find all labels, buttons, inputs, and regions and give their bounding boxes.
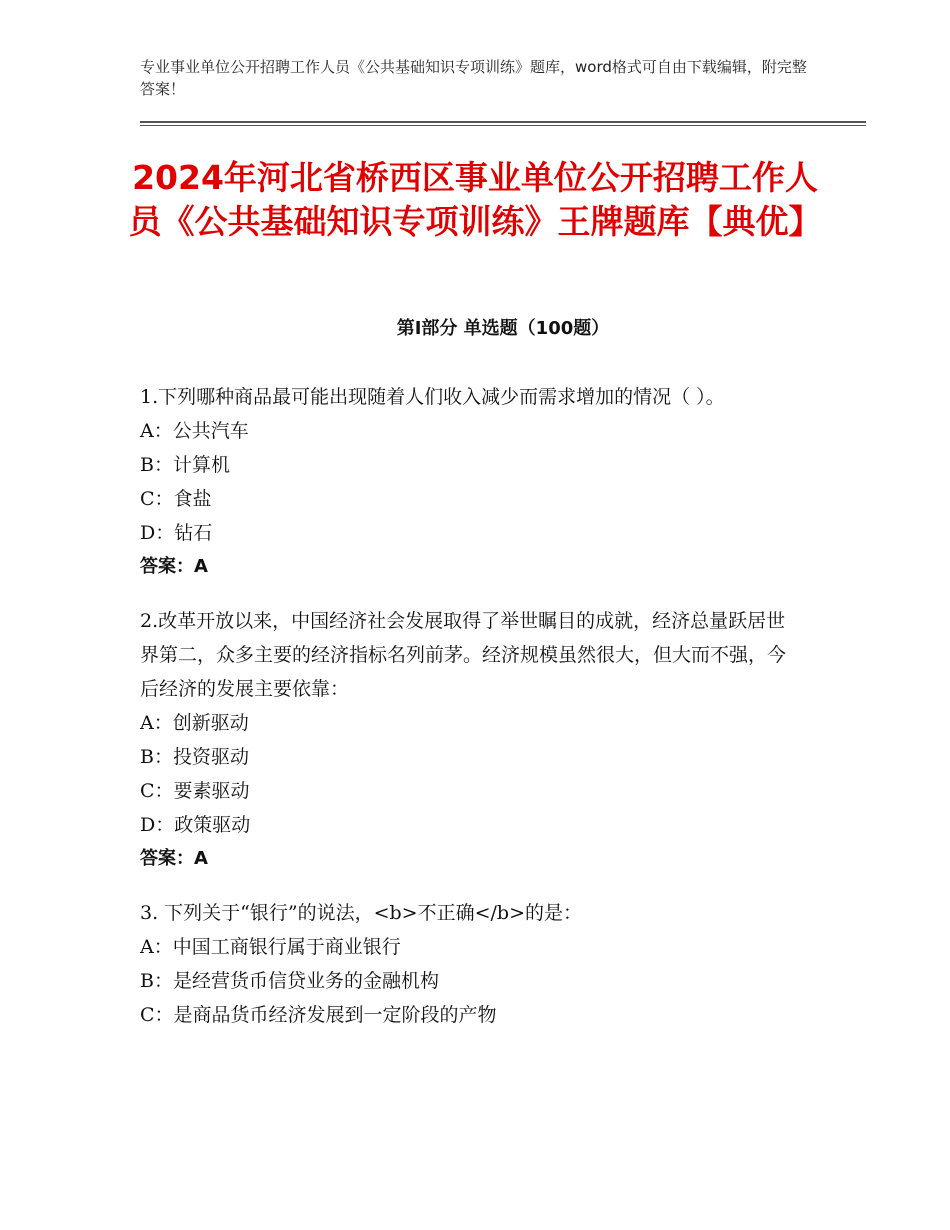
document-title: 2024年河北省桥西区事业单位公开招聘工作人员《公共基础知识专项训练》王牌题库【典优】 — [128, 158, 822, 241]
question-option-d: D：政策驱动 — [140, 814, 251, 836]
question-option-a: A：公共汽车 — [140, 420, 249, 442]
question-answer: 答案：A — [140, 848, 208, 869]
header-divider-thin — [140, 125, 866, 126]
header-note: 专业事业单位公开招聘工作人员《公共基础知识专项训练》题库，word格式可自由下载编辑，附完整答案！ — [140, 58, 807, 98]
question-option-b: B：是经营货币信贷业务的金融机构 — [140, 970, 439, 992]
question-option-a: A：中国工商银行属于商业银行 — [140, 936, 401, 958]
question-option-b: B：投资驱动 — [140, 746, 249, 768]
question-option-c: C：是商品货币经济发展到一定阶段的产物 — [140, 1004, 497, 1026]
question-option-c: C：食盐 — [140, 488, 212, 510]
question-stem: 1.下列哪种商品最可能出现随着人们收入减少而需求增加的情况（ ）。 — [140, 386, 725, 408]
question-1 — [140, 380, 800, 584]
question-option-c: C：要素驱动 — [140, 780, 250, 802]
question-option-b: B：计算机 — [140, 454, 230, 476]
question-option-a: A：创新驱动 — [140, 712, 249, 734]
question-2 — [140, 604, 800, 876]
section-title: 第Ⅰ部分 单选题（100题） — [396, 318, 610, 339]
question-stem: 3. 下列关于“银行”的说法，<b>不正确</b>的是： — [140, 902, 583, 924]
question-stem: 2.改革开放以来，中国经济社会发展取得了举世瞩目的成就，经济总量跃居世界第二，众多主要的经济指标名列前茅。经济规模虽然很大，但大而不强，今后经济的发展主要依靠： — [140, 610, 787, 700]
question-answer: 答案：A — [140, 556, 208, 577]
question-list — [140, 380, 800, 1052]
header-divider-thick — [140, 121, 866, 123]
question-option-d: D：钻石 — [140, 522, 213, 544]
question-3 — [140, 896, 800, 1032]
